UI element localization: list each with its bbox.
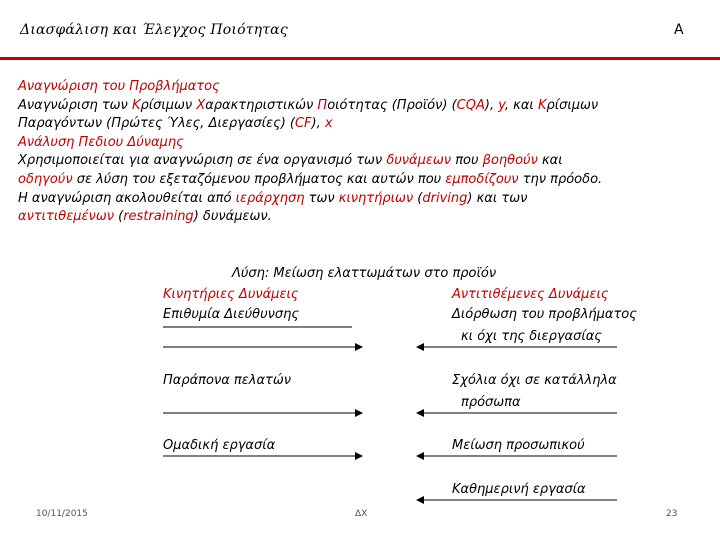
heading-problem-identification: Αναγνώριση του Προβλήματος xyxy=(18,79,220,94)
heading-force-field-analysis: Ανάλυση Πεδιου Δύναμης xyxy=(18,134,184,150)
driving-arrow-2-head xyxy=(355,409,363,417)
driving-arrow-3-head xyxy=(355,452,363,460)
restraining-arrow-3-head xyxy=(416,452,424,460)
driving-forces-header: Κινητήριες Δυνάμεις xyxy=(163,287,299,302)
restraining-force-3: Μείωση προσωπικού xyxy=(452,438,585,453)
force-field-description-3: Η αναγνώριση ακολουθείται από ιεράρχηση των κινητήριων (driving) και των xyxy=(18,190,528,206)
driving-force-3: Ομαδική εργασία xyxy=(163,438,276,453)
section-letter: A xyxy=(674,22,684,38)
slide-title: Διασφάλιση και Έλεγχος Ποιότητας xyxy=(20,22,288,38)
footer-date: 10/11/2015 xyxy=(36,509,88,519)
restraining-arrow-4-head xyxy=(416,496,424,504)
driving-force-2: Παράπονα πελατών xyxy=(163,373,292,388)
restraining-force-2-line2: πρόσωπα xyxy=(461,395,521,410)
footer-author: ΔΧ xyxy=(355,509,368,519)
driving-force-1: Επιθυμία Διεύθυνσης xyxy=(163,307,299,322)
restraining-force-1-line2: κι όχι της διεργασίας xyxy=(461,329,602,344)
force-field-description-1: Χρησιμοποιείται για αναγνώριση σε ένα οργανισμό των δυνάμεων που βοηθούν και xyxy=(18,153,563,169)
restraining-forces-header: Αντιτιθέμενες Δυνάμεις xyxy=(452,287,609,302)
cqa-line: Αναγνώριση των Κρίσιμων Χαρακτηριστικών Ποιότητας (Προϊόν) (CQA), y, και Κρίσιμων xyxy=(18,97,599,113)
driving-arrow-1-head xyxy=(355,343,363,351)
restraining-force-1-line1: Διόρθωση του προβλήματος xyxy=(452,307,637,322)
restraining-force-4: Καθημερινή εργασία xyxy=(452,482,586,497)
page-number: 23 xyxy=(666,509,678,519)
restraining-force-2-line1: Σχόλια όχι σε κατάλληλα xyxy=(452,373,617,388)
restraining-arrow-2-head xyxy=(416,409,424,417)
force-field-description-4: αντιτιθεμένων (restraining) δυνάμεων. xyxy=(18,209,272,225)
solution-label: Λύση: Μείωση ελαττωμάτων στο προϊόν xyxy=(232,266,497,281)
restraining-arrow-1-head xyxy=(416,343,424,351)
force-field-description-2: οδηγούν σε λύση του εξεταζόμενου προβλήματος και αυτών που εμποδίζουν την πρόοδο. xyxy=(18,171,603,187)
cf-line: Παραγόντων (Πρώτες Ύλες, Διεργασίες) (CF), x xyxy=(18,116,333,132)
